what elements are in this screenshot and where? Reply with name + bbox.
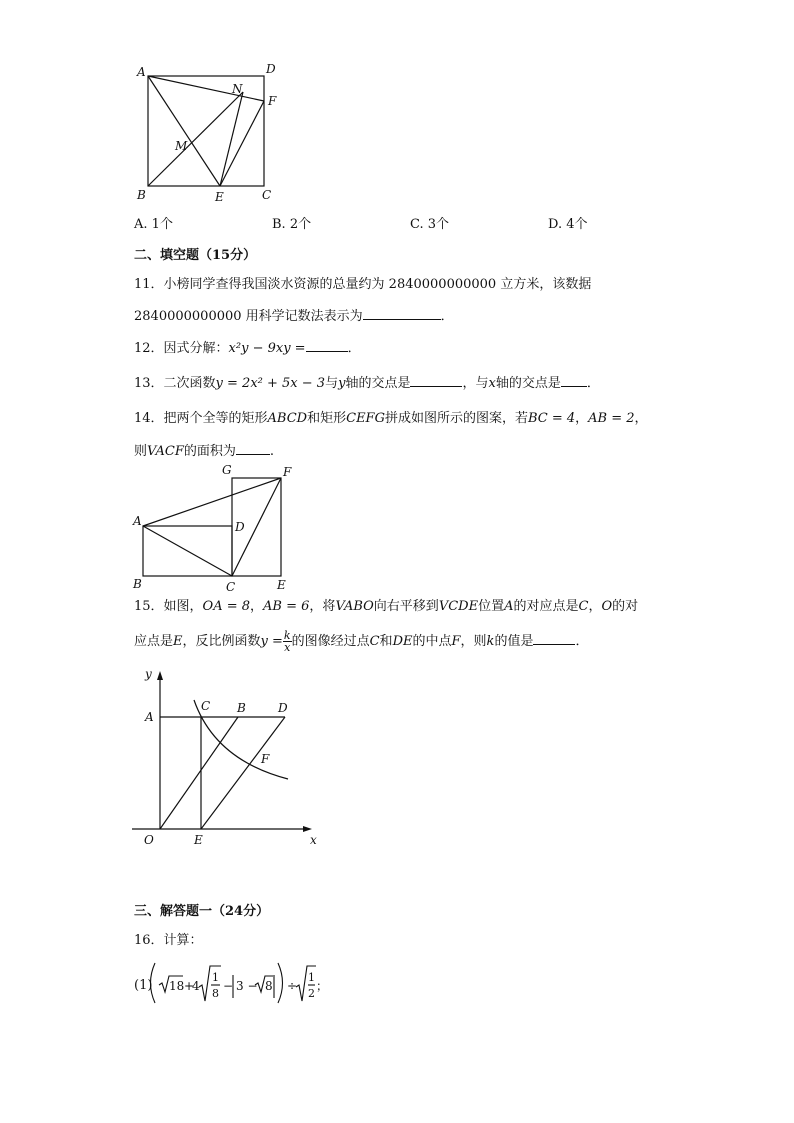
q15-triangle-abo: VABO (335, 599, 374, 614)
label-c: C (262, 188, 272, 202)
frac-den-8: 8 (212, 987, 219, 1000)
q14-text: 和矩形 (307, 411, 347, 426)
option-letter: A. (134, 217, 148, 232)
plus-sign: + (184, 979, 195, 993)
q14-text: 的面积为 (183, 444, 236, 459)
q14-triangle: VACF (147, 444, 184, 459)
label-e: E (277, 578, 286, 592)
q15-text: 位置 (478, 599, 505, 614)
num-18: 18 (169, 979, 185, 993)
q15-text: ， (588, 599, 602, 614)
q13-text: 与 (325, 376, 339, 391)
q15-point: C (369, 634, 380, 649)
label-f: F (261, 752, 270, 766)
q14-text: 拼成如图所示的图案，若 (384, 411, 528, 426)
label-e: E (215, 190, 224, 204)
option-text: 3个 (427, 217, 450, 232)
q14-rect2: CEFG (346, 411, 385, 426)
q15-text: 15．如图， (134, 599, 203, 614)
label-n: N (232, 82, 243, 96)
q14-cond-ab: AB = 2 (588, 411, 635, 426)
num-8: 8 (265, 979, 273, 993)
label-b: B (137, 188, 146, 202)
q15-point: E (173, 634, 183, 649)
q15-cond-ab: AB = 6 (263, 599, 310, 614)
label-y: y (145, 667, 152, 681)
section-title-solutions: 三、解答题一（24分） (134, 904, 270, 919)
q12-end: ． (347, 341, 361, 356)
q13-text: 轴的交点是 (345, 376, 411, 391)
q15-point: C (578, 599, 589, 614)
half-den: 2 (308, 987, 315, 1000)
label-x: x (310, 833, 317, 847)
q14-text: 则 (134, 444, 148, 459)
q15-text: ，反比例函数 (182, 634, 261, 649)
q15-text: 向右平移到 (373, 599, 439, 614)
q15-segment: DE (392, 634, 413, 649)
label-o: O (144, 833, 154, 847)
q16-title: 16．计算： (134, 933, 203, 948)
minus-sign: − (223, 979, 234, 993)
q14-text: ， (575, 411, 589, 426)
paren-right (278, 963, 283, 1003)
q15-var-k: k (486, 634, 495, 649)
frac-numerator: k (283, 629, 291, 642)
q16-end: ； (316, 979, 329, 993)
label-a: A (133, 514, 142, 528)
q13-prefix: 13．二次函数 (134, 376, 216, 391)
q14-rect1: ABCD (267, 411, 308, 426)
q14-end: . (269, 444, 275, 459)
coef-4: 4 (192, 979, 200, 993)
label-d: D (278, 701, 288, 715)
label-f: F (283, 465, 292, 479)
abs-left-term: 3 − (236, 979, 258, 993)
q15-text: 的对 (612, 599, 639, 614)
frac-num-1: 1 (212, 971, 219, 984)
q15-text: ，将 (309, 599, 336, 614)
q15-text: 和 (379, 634, 393, 649)
option-letter: B. (272, 217, 286, 232)
q14-text: ， (634, 411, 648, 426)
label-d: D (266, 62, 276, 76)
q15-text: ， (250, 599, 264, 614)
q13-end: ． (586, 376, 600, 391)
label-f: F (268, 94, 277, 108)
q15-text: 的中点 (412, 634, 452, 649)
q15-text: ，则 (460, 634, 487, 649)
q15-text: 的图像经过点 (291, 634, 370, 649)
q15-text: 的对应点是 (513, 599, 579, 614)
q15-point: F (451, 634, 461, 649)
q13-function: y = 2x² + 5x − 3 (215, 376, 326, 391)
q15-end: ． (575, 634, 589, 649)
q14-text: 14．把两个全等的矩形 (134, 411, 268, 426)
label-d: D (235, 520, 245, 534)
q15-point: O (601, 599, 613, 614)
q16-part1-label: (1) (134, 978, 153, 993)
half-num: 1 (308, 971, 315, 984)
q13-text: 轴的交点是 (495, 376, 561, 391)
q13-text: ，与 (462, 376, 489, 391)
q15-text: 应点是 (134, 634, 174, 649)
label-a: A (145, 710, 154, 724)
q14-cond-bc: BC = 4 (527, 411, 576, 426)
label-b: B (237, 701, 246, 715)
option-text: 1个 (151, 217, 173, 232)
q13-var-y: y (338, 376, 346, 391)
q15-text: 的值是 (494, 634, 534, 649)
label-c: C (201, 699, 211, 713)
label-e: E (194, 833, 203, 847)
q15-func-y: y = (260, 634, 283, 649)
q13-var-x: x (488, 376, 496, 391)
q11-line1: 11．小榜同学查得我国淡水资源的总量约为 2840000000000 立方米，该数据 (134, 277, 592, 292)
paren-left (151, 963, 156, 1003)
label-a: A (137, 65, 146, 79)
option-letter: C. (410, 217, 424, 232)
q15-point: A (504, 599, 514, 614)
divide-sign: ÷ (287, 979, 298, 993)
label-c: C (226, 580, 236, 594)
q12-prefix: 12．因式分解： (134, 341, 229, 356)
option-text: 4个 (566, 217, 588, 232)
frac-denominator: x (284, 641, 291, 654)
label-b: B (133, 577, 142, 591)
option-text: 2个 (289, 217, 312, 232)
label-m: M (175, 139, 188, 153)
q15-triangle-cde: VCDE (438, 599, 479, 614)
q11-text: 2840000000000 用科学记数法表示为 (134, 309, 363, 324)
q15-cond-oa: OA = 8 (202, 599, 251, 614)
section-title-fill-in: 二、填空题（15分） (134, 248, 257, 263)
q11-end: ． (440, 309, 454, 324)
label-g: G (222, 463, 232, 477)
q12-expression: x²y − 9xy = (228, 341, 306, 356)
option-letter: D. (548, 217, 563, 232)
